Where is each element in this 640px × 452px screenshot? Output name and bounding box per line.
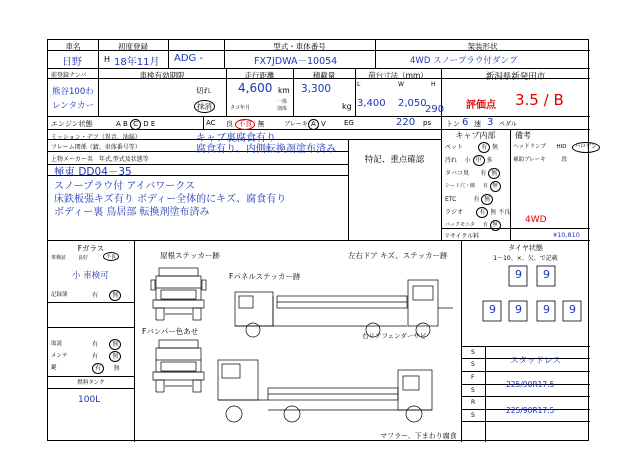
remarks-label: 備考 — [515, 131, 531, 140]
ac-selected: 不良 — [235, 119, 255, 130]
dim-h: 290 — [425, 104, 445, 115]
tire-s-label-2: S — [471, 361, 475, 368]
drive-type: 4WD — [525, 215, 547, 225]
cab-row-radio: ラジオ 有 無 不良 — [445, 209, 511, 216]
expired-flag: 切れ — [196, 86, 211, 95]
record-label: 記録簿 — [51, 292, 68, 298]
rfender-note: 右リアフェンダーサビ — [362, 332, 427, 340]
manual-opts: 有 無 — [92, 339, 121, 350]
truck-side-view-left-icon — [233, 278, 458, 338]
brake-options: A V — [308, 119, 326, 130]
capacity-unit: kg — [342, 102, 352, 111]
cab-row-dirt: 汚れ 小 中 多 — [445, 157, 493, 164]
notes-label: 特記、重点確認 — [364, 155, 425, 165]
manual-label: 取説 — [51, 341, 63, 347]
tire-type: スタッドレス — [510, 356, 561, 366]
tire-s-label-3: S — [471, 387, 475, 394]
maker-label: 車名 — [65, 42, 81, 51]
tire-rear-1: 9 — [489, 303, 496, 316]
cargo-label: 荷台寸法（mm） — [368, 71, 428, 80]
capacity-label: 積載量 — [312, 71, 336, 80]
fglass-label: Fガラス — [77, 244, 105, 253]
model-prefix: ADG - — [174, 53, 204, 64]
meter-note: タコ年月 — [230, 105, 251, 111]
speed-prefix: 速 — [474, 120, 481, 128]
ps: 220 — [396, 117, 416, 128]
engine-label: エンジン状態 — [51, 120, 93, 128]
fglass-b: 良好 — [78, 255, 89, 261]
frame-value: 腐食有り、内側転換剤塗布済み — [196, 144, 336, 155]
tire-rear-3: 9 — [543, 303, 550, 316]
equipment-line-2: スノープラウ付 アイバワークス — [54, 181, 196, 192]
tire-front-right: 9 — [543, 268, 550, 281]
fglass-a: 車検証 — [51, 255, 67, 261]
mission-value: キャブ裏腐食有り — [196, 133, 276, 144]
tire-s-label-1: S — [471, 349, 475, 356]
fuel-value: 100L — [78, 395, 101, 405]
meter-note-2: 一体 — [277, 99, 288, 105]
dim-l: 3,400 — [357, 98, 386, 109]
tire-front-left: 9 — [515, 268, 522, 281]
remarks-headlamp: ヘッドランプ HID ハロゲン — [513, 142, 600, 153]
cab-row-monitor: バックモニタ 有 無 — [445, 220, 501, 231]
cab-row-seat: シート穴・破 有 無 — [445, 181, 501, 192]
truck-side-view-right-icon — [208, 340, 448, 430]
pedal: ペダル — [499, 121, 518, 128]
tire-f-size: 225/90R17.5 — [506, 380, 555, 389]
body-type: 4WD スノープラウ付ダンプ — [410, 56, 518, 66]
recycle-fee: ¥10,810 — [553, 231, 580, 239]
record-opts: 有 無 — [92, 290, 121, 301]
tire-label: タイヤ状態 — [508, 244, 543, 252]
ac-label: AC — [206, 119, 216, 127]
plate-value: 熊谷100わ — [52, 87, 94, 97]
muffler-note: マフラー、下まわり腐食 — [380, 432, 457, 440]
engine-grade-selected: C — [130, 119, 141, 130]
maint-label: メンテ — [51, 353, 68, 359]
reg-label: 初度登録 — [118, 42, 148, 51]
insp-ok: 小 車検可 — [72, 271, 109, 281]
ton: 6 — [462, 117, 469, 128]
equipment-label: 上物メーカー名 年式,型式及状態等 — [51, 156, 149, 163]
era: H — [104, 55, 111, 64]
tire-r-label: R — [471, 399, 476, 406]
venue: 新潟県新発田市 — [485, 72, 546, 82]
capacity: 3,300 — [301, 83, 332, 95]
fglass-c: 不良 — [103, 252, 119, 261]
key-label: 鍵 — [51, 365, 57, 371]
model-code: FX7JDWA－10054 — [254, 56, 338, 67]
tire-rear-4: 9 — [569, 303, 576, 316]
tire-boxes — [481, 263, 581, 343]
remarks-brake: 補助ブレーキ 段 — [513, 157, 568, 163]
equipment-line-1: 極東 DD04－35 — [54, 166, 132, 178]
brake-label: ブレーキ — [284, 121, 308, 128]
body-label: 架装形状 — [467, 42, 498, 51]
cab-label: キャブ内部 — [455, 131, 496, 140]
dim-w: 2,050 — [398, 98, 427, 109]
maker: 日野 — [62, 57, 82, 68]
roof-note: 屋根ステッカー跡 — [160, 251, 220, 260]
tire-sub: 1〜10、×、欠、で記載 — [493, 255, 558, 262]
tire-rear-2: 9 — [515, 303, 522, 316]
erased-flag: 抹消 — [194, 100, 215, 113]
truck-front-view-icon — [151, 266, 206, 332]
cab-row-pet: ペット 有 無 — [445, 144, 499, 151]
engine-grades: A B C D E — [116, 120, 156, 128]
ton-label: トン — [446, 120, 460, 128]
dim-l-label: L — [357, 81, 361, 88]
ps-unit: ps — [423, 119, 432, 127]
tire-s-label-4: S — [471, 412, 475, 419]
mileage: 4,600 — [238, 81, 273, 95]
model-label: 型式・車体番号 — [273, 42, 326, 51]
inspection-label: 車検有効期限 — [139, 71, 185, 80]
tire-f-label: F — [471, 374, 475, 381]
auction-sheet — [47, 39, 597, 441]
cab-row-smoke: タバコ臭 有 無 — [445, 168, 500, 179]
fuel-label: 燃料タンク — [77, 380, 105, 386]
dim-h-label: H — [431, 81, 436, 88]
key-opts: 有 無 — [92, 363, 120, 374]
ac-options: 良 不良 無 — [226, 120, 265, 128]
speed: 3 — [487, 117, 494, 128]
meter-note-3: 別体 — [277, 106, 288, 112]
fbumper-note: Fバンパー色あせ — [142, 327, 199, 336]
reg-date: 18年11月 — [114, 57, 160, 68]
fpanel-note: Fパネルステッカー跡 — [229, 272, 301, 281]
eg-label: EG — [344, 119, 354, 127]
plate-note: レンタカー — [52, 101, 94, 111]
cab-row-etc: ETC 有 無 — [445, 194, 493, 205]
plate-label: 前登録ナンバ — [51, 72, 87, 79]
truck-front-view-2-icon — [151, 338, 206, 404]
tire-r-size: 225/90R17.5 — [506, 406, 555, 415]
score-label: 評価点 — [466, 100, 496, 111]
door-note: 左右ドア キズ、ステッカー跡 — [348, 251, 448, 260]
mileage-unit: km — [278, 86, 290, 95]
equipment-line-4: ボディー裏 鳥居部 転換剤塗布済み — [54, 207, 210, 218]
maint-opts: 有 無 — [92, 351, 121, 362]
mileage-label: 走行距離 — [244, 71, 275, 80]
frame-label: フレーム関係（錆、車体番号等） — [51, 144, 141, 151]
score: 3.5 / B — [515, 91, 564, 109]
recycle-label: リサイクル料 — [444, 233, 480, 240]
dim-w-label: W — [398, 81, 404, 88]
equipment-line-3: 床鉄板張キズ有り ボディー全体的にキズ、腐食有り — [54, 194, 287, 205]
mission-label: ミッション・デフ（異音、油漏） — [51, 134, 141, 141]
